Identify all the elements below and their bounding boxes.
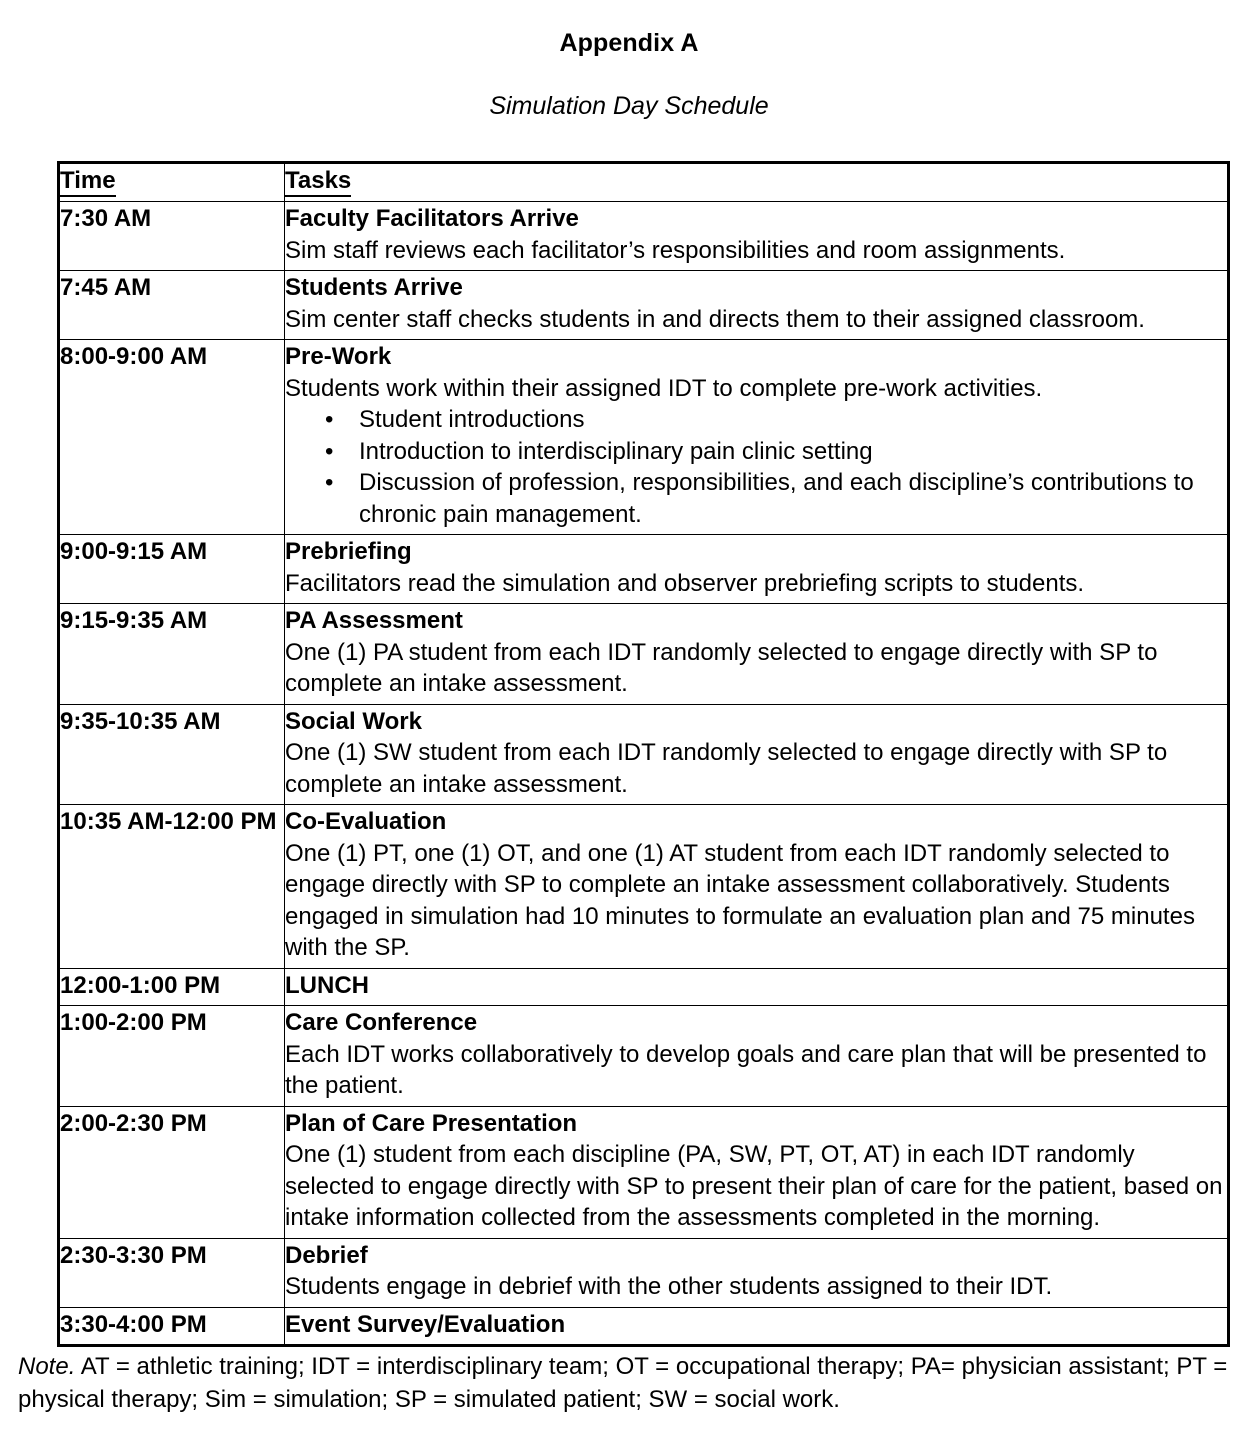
table-row bbox=[59, 271, 1229, 340]
task-title: Prebriefing bbox=[285, 538, 412, 565]
task-bullet-item: • Student introductions bbox=[285, 404, 1227, 436]
task-description: Students engage in debrief with the other students assigned to their IDT. bbox=[285, 1273, 1053, 1300]
simulation-day-schedule-table bbox=[57, 161, 1230, 1347]
task-title: Students Arrive bbox=[285, 274, 463, 301]
task-title: Event Survey/Evaluation bbox=[285, 1310, 566, 1338]
schedule-time-cell: 2:30-3:30 PM bbox=[59, 1238, 285, 1307]
schedule-task-cell bbox=[285, 968, 1229, 1006]
table-row bbox=[59, 604, 1229, 705]
task-description: Facilitators read the simulation and observer prebriefing scripts to students. bbox=[285, 569, 1085, 597]
schedule-time-cell: 9:15-9:35 AM bbox=[59, 604, 285, 705]
task-title: Co-Evaluation bbox=[285, 808, 447, 835]
column-header-tasks bbox=[285, 163, 1229, 202]
table-row bbox=[59, 1238, 1229, 1307]
schedule-task-cell bbox=[285, 535, 1229, 604]
schedule-table-wrapper bbox=[57, 161, 1227, 1347]
schedule-task-cell bbox=[285, 604, 1229, 705]
table-header-row bbox=[59, 163, 1229, 202]
schedule-task-cell bbox=[285, 1106, 1229, 1238]
schedule-time-cell: 9:00-9:15 AM bbox=[59, 535, 285, 604]
task-title: Pre-Work bbox=[285, 343, 392, 370]
task-title: PA Assessment bbox=[285, 607, 463, 634]
column-header-time-label: Time bbox=[60, 166, 116, 197]
table-row bbox=[59, 535, 1229, 604]
document-subtitle: Simulation Day Schedule bbox=[489, 92, 769, 120]
schedule-time-cell: 2:00-2:30 PM bbox=[59, 1106, 285, 1238]
task-description: Students work within their assigned IDT to complete pre-work activities. bbox=[285, 374, 1043, 402]
task-title: LUNCH bbox=[285, 971, 369, 999]
task-description: Each IDT works collaboratively to develop goals and care plan that will be presented to the patient. bbox=[285, 1040, 1207, 1099]
task-bullet-list bbox=[285, 404, 1227, 530]
task-description: One (1) student from each discipline (PA, SW, PT, OT, AT) in each IDT randomly selected to engage directly with SP to present their plan of care for the patient, based on intake information collected from the assessments completed in the morning. bbox=[285, 1141, 1223, 1231]
schedule-task-cell bbox=[285, 202, 1229, 271]
table-row bbox=[59, 704, 1229, 805]
schedule-task-cell bbox=[285, 805, 1229, 969]
column-header-time bbox=[59, 163, 285, 202]
schedule-task-cell bbox=[285, 704, 1229, 805]
schedule-time-cell: 1:00-2:00 PM bbox=[59, 1006, 285, 1107]
table-row bbox=[59, 968, 1229, 1006]
note-label: Note. bbox=[18, 1353, 76, 1380]
task-bullet-item: • Introduction to interdisciplinary pain clinic setting bbox=[285, 436, 1227, 468]
table-row bbox=[59, 1006, 1229, 1107]
task-title: Plan of Care Presentation bbox=[285, 1109, 578, 1137]
schedule-task-cell bbox=[285, 1307, 1229, 1346]
schedule-time-cell: 9:35-10:35 AM bbox=[59, 704, 285, 805]
column-header-tasks-label: Tasks bbox=[285, 166, 351, 197]
schedule-time-cell: 3:30-4:00 PM bbox=[59, 1307, 285, 1346]
schedule-task-cell bbox=[285, 1006, 1229, 1107]
table-row bbox=[59, 805, 1229, 969]
schedule-time-cell: 10:35 AM-12:00 PM bbox=[59, 805, 285, 969]
task-bullet-item: • Discussion of profession, responsibilities, and each discipline’s contributions to chronic pain management. bbox=[285, 467, 1227, 530]
note-text: AT = athletic training; IDT = interdisciplinary team; OT = occupational therapy; PA= physician assistant; PT = physical therapy; Sim = simulation; SP = simulated patient; SW = social work. bbox=[18, 1353, 1228, 1413]
table-row bbox=[59, 340, 1229, 535]
table-row bbox=[59, 1307, 1229, 1346]
schedule-time-cell: 12:00-1:00 PM bbox=[59, 968, 285, 1006]
appendix-title: Appendix A bbox=[559, 29, 699, 57]
table-note bbox=[18, 1350, 1233, 1416]
task-description: One (1) PA student from each IDT randomly selected to engage directly with SP to complete an intake assessment. bbox=[285, 638, 1158, 697]
task-title: Social Work bbox=[285, 707, 422, 735]
task-title: Debrief bbox=[285, 1241, 368, 1269]
table-row bbox=[59, 1106, 1229, 1238]
schedule-time-cell: 8:00-9:00 AM bbox=[59, 340, 285, 535]
task-description: One (1) PT, one (1) OT, and one (1) AT student from each IDT randomly selected to engage directly with SP to complete an intake assessment collaboratively. Students engaged in simulation had 10 minutes to formulate an evaluation plan and 75 minutes with the SP. bbox=[285, 839, 1195, 961]
task-description: Sim center staff checks students in and directs them to their assigned classroom. bbox=[285, 305, 1145, 333]
schedule-time-cell: 7:30 AM bbox=[59, 202, 285, 271]
schedule-task-cell bbox=[285, 1238, 1229, 1307]
task-description: Sim staff reviews each facilitator’s responsibilities and room assignments. bbox=[285, 236, 1066, 264]
task-title: Faculty Facilitators Arrive bbox=[285, 205, 579, 232]
table-row bbox=[59, 202, 1229, 271]
schedule-time-cell: 7:45 AM bbox=[59, 271, 285, 340]
schedule-task-cell bbox=[285, 340, 1229, 535]
task-description: One (1) SW student from each IDT randomly selected to engage directly with SP to complete an intake assessment. bbox=[285, 739, 1168, 798]
schedule-task-cell bbox=[285, 271, 1229, 340]
task-title: Care Conference bbox=[285, 1009, 478, 1036]
